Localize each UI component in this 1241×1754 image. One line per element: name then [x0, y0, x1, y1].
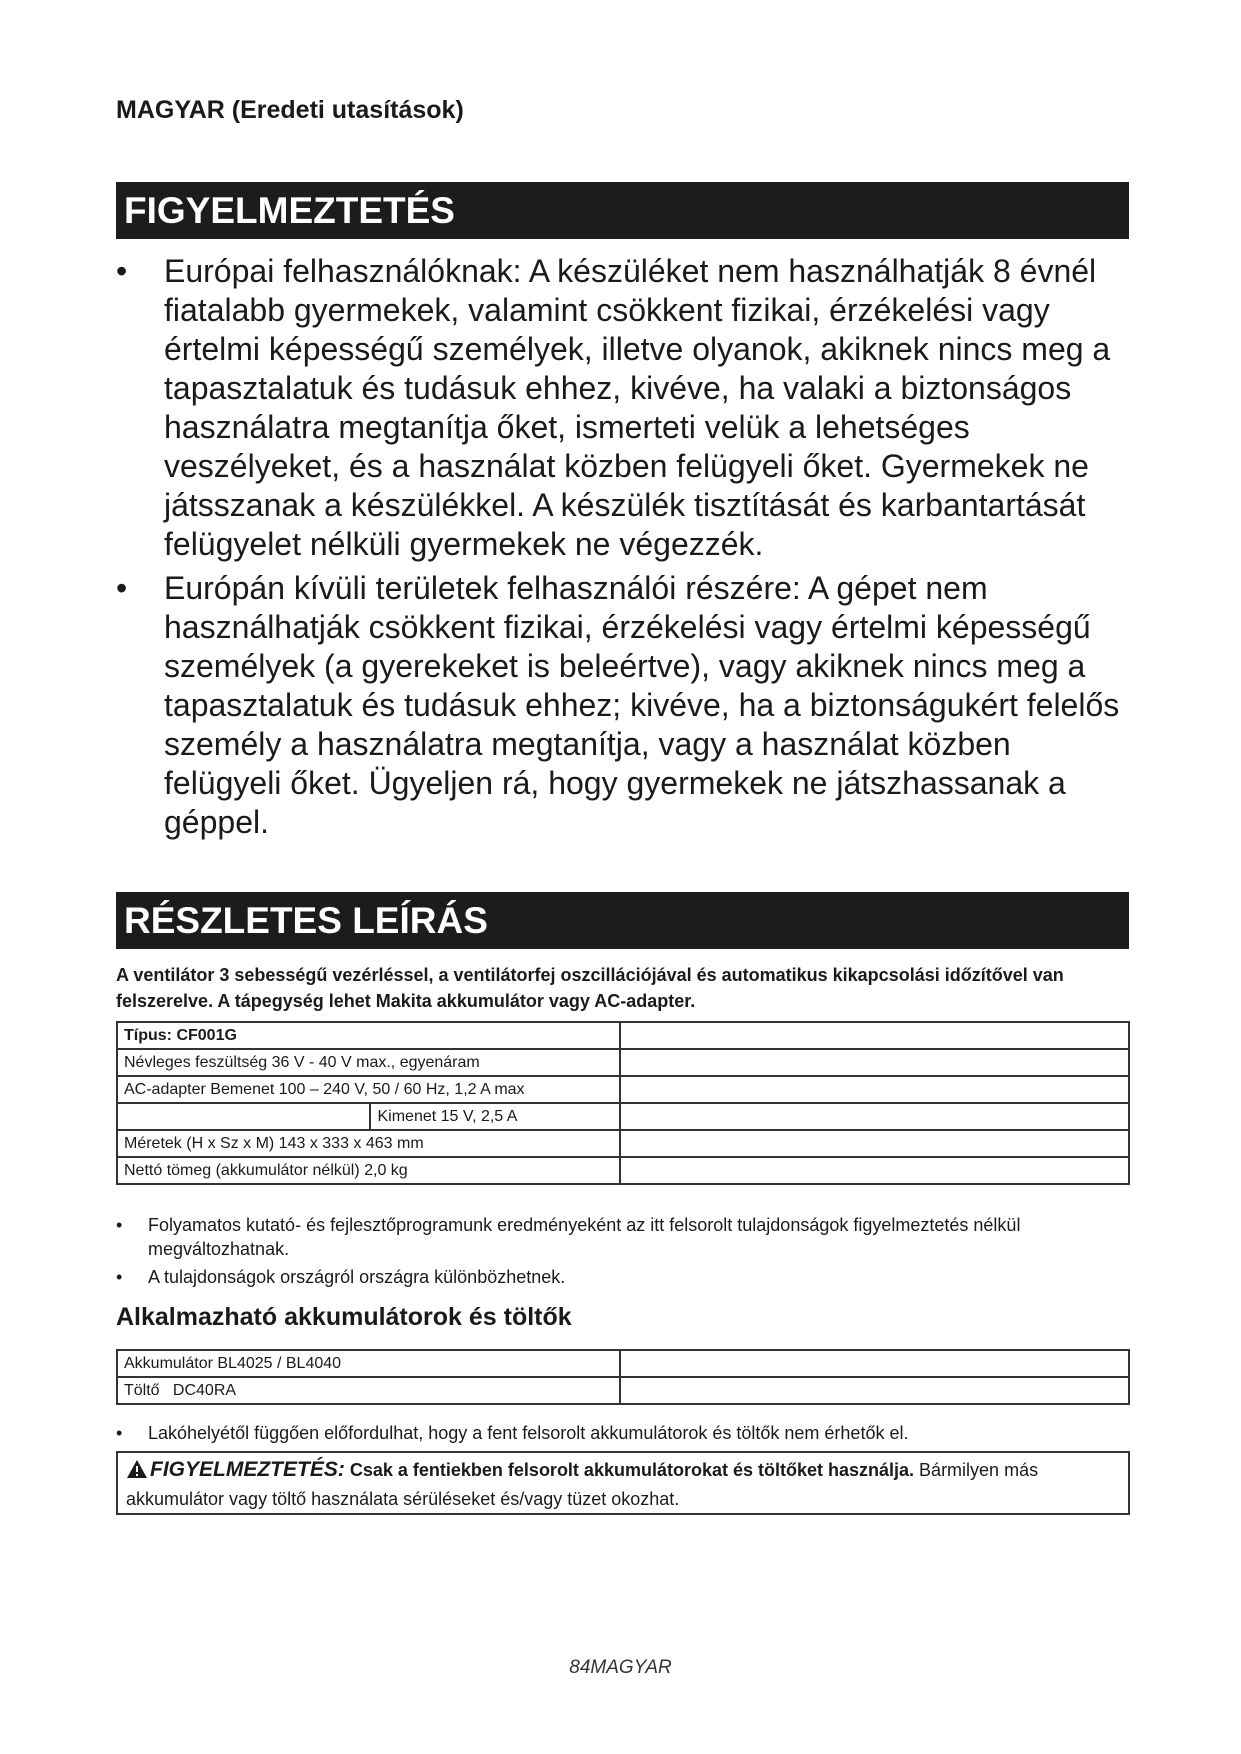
table-cell-empty: [117, 1103, 370, 1130]
list-item: [116, 1421, 1129, 1445]
page-footer: 84MAGYAR: [569, 1657, 672, 1678]
caution-title: FIGYELMEZTETÉS:: [150, 1458, 345, 1481]
spec-dimensions: Méretek (H x Sz x M) 143 x 333 x 463 mm: [117, 1130, 620, 1157]
warning-list: [116, 252, 1129, 564]
bullet: •: [116, 1215, 123, 1235]
table-cell-empty: [620, 1103, 1129, 1130]
caution-text: Bármilyen más akkumulátor vagy töltő használata sérüléseket és/vagy tüzet okozhat.: [126, 1460, 1039, 1509]
warning-item-europe: Európai felhasználóknak: A készüléket nem használhatják 8 évnél fiatalabb gyermekek, valamint csökkent fizikai, érzékelési vagy értelmi képességű személyek, illetve olyanok, akiknek nincs meg a tapasztalatuk és tudásuk ehhez, kivéve, ha valaki a biztonságos használatra megtanítja őket, ismerteti velük a lehetséges veszélyeket, és a használat közben felügyeli őket. Gyermekek ne játsszanak a készülékkel. A készülék tisztítását és karbantartását felügyelet nélküli gyermekek ne végezzék.: [164, 253, 1111, 562]
description-intro: A ventilátor 3 sebességű vezérléssel, a ventilátorfej oszcillációjával és automatikus kikapcsolási időzítővel van felszerelve. A tápegység lehet Makita akkumulátor vagy AC-adapter.: [116, 965, 1064, 1011]
availability-note: Lakóhelyétől függően előfordulhat, hogy a fent felsorolt akkumulátorok és töltők nem érhetők el.: [148, 1423, 909, 1443]
spec-adapter-output: Kimenet 15 V, 2,5 A: [370, 1103, 620, 1130]
warning-item-non-europe: Európán kívüli területek felhasználói részére: A gépet nem használhatják csökkent fizikai, érzékelési vagy értelmi képességű személyek (a gyerekeket is beleértve), vagy akiknek nincs meg a tapasztalatuk és tudásuk ehhez; kivéve, ha a biztonságukért felelős személy a használatra megtanítja, vagy a használat közben felügyeli őket. Ügyeljen rá, hogy gyermekek ne játszhassanak a géppel.: [164, 570, 1120, 840]
table-row: [117, 1157, 1129, 1184]
availability-list: [116, 1421, 1129, 1449]
table-cell-empty: [620, 1130, 1129, 1157]
table-cell-empty: [620, 1377, 1129, 1404]
spec-note: A tulajdonságok országról országra különbözhetnek.: [148, 1267, 566, 1287]
table-row: [117, 1022, 1129, 1049]
table-row: [117, 1130, 1129, 1157]
table-row: [117, 1350, 1129, 1377]
table-row: [117, 1103, 1129, 1130]
spec-adapter-input: AC-adapter Bemenet 100 – 240 V, 50 / 60 Hz, 1,2 A max: [117, 1076, 620, 1103]
page-header: MAGYAR (Eredeti utasítások): [116, 96, 464, 124]
battery-subheading: Alkalmazható akkumulátorok és töltők: [116, 1303, 572, 1331]
table-cell-empty: [620, 1022, 1129, 1049]
spec-notes-list: [116, 1213, 1129, 1293]
description-section-title: RÉSZLETES LEÍRÁS: [116, 892, 1129, 949]
table-row: [117, 1076, 1129, 1103]
warning-list: [116, 569, 1129, 842]
bullet: •: [116, 1423, 123, 1443]
caution-bold-text: Csak a fentiekben felsorolt akkumulátorokat és töltőket használja.: [349, 1460, 915, 1480]
bullet: •: [116, 253, 128, 289]
battery-row: Akkumulátor BL4025 / BL4040: [117, 1350, 620, 1377]
table-cell-empty: [620, 1076, 1129, 1103]
spec-type: Típus: CF001G: [117, 1022, 620, 1049]
table-cell-empty: [620, 1350, 1129, 1377]
list-item: [116, 569, 1129, 842]
list-item: [116, 1213, 1129, 1261]
table-cell-empty: [620, 1157, 1129, 1184]
spec-table: [116, 1021, 1130, 1185]
list-item: [116, 1265, 1129, 1289]
bullet: •: [116, 1267, 123, 1287]
table-row: [117, 1049, 1129, 1076]
charger-row: Töltő DC40RA: [117, 1377, 620, 1404]
warning-triangle-icon: [126, 1459, 148, 1486]
spec-weight: Nettó tömeg (akkumulátor nélkül) 2,0 kg: [117, 1157, 620, 1184]
caution-box: [116, 1451, 1130, 1515]
list-item: [116, 252, 1129, 564]
spec-note: Folyamatos kutató- és fejlesztőprogramunk eredményeként az itt felsorolt tulajdonságok figyelmeztetés nélkül megváltozhatnak.: [148, 1215, 1021, 1259]
warning-section-title: FIGYELMEZTETÉS: [116, 182, 1129, 239]
battery-table: [116, 1349, 1130, 1405]
table-cell-empty: [620, 1049, 1129, 1076]
table-row: [117, 1377, 1129, 1404]
spec-voltage: Névleges feszültség 36 V - 40 V max., egyenáram: [117, 1049, 620, 1076]
bullet: •: [116, 570, 128, 606]
